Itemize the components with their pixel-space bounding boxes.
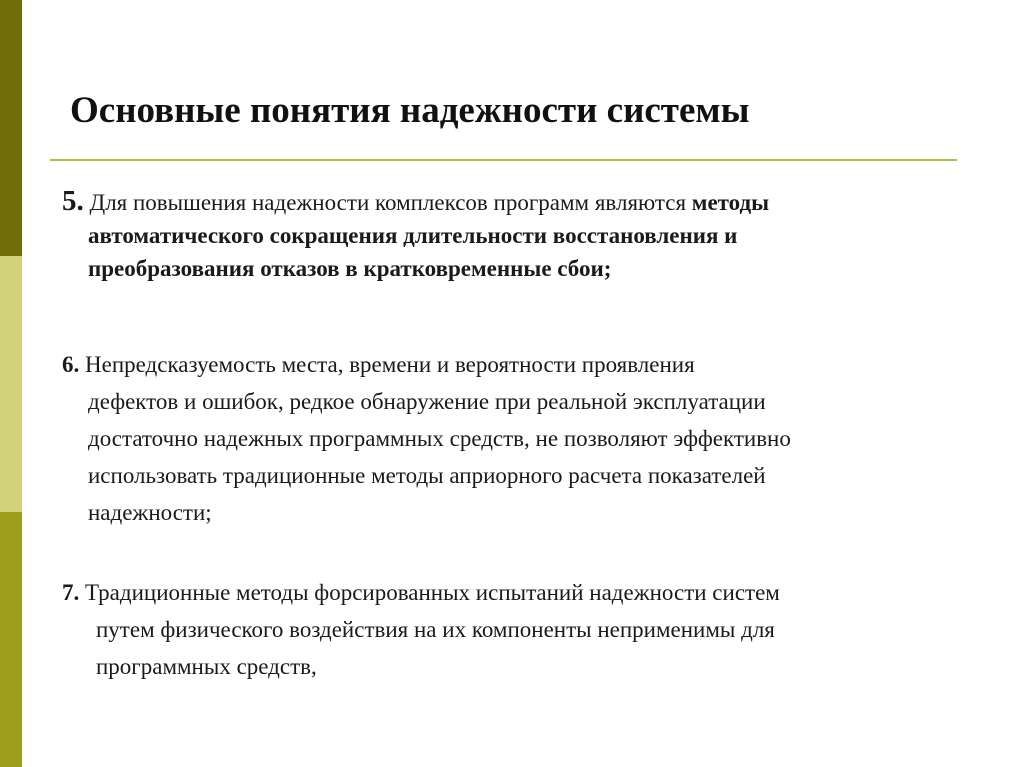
item-5-line-2 xyxy=(62,219,982,252)
item-5-line-2-bold: автоматического сокращения длительности восстановления и xyxy=(88,223,738,248)
item-7-line-2: путем физического воздействия на их компоненты неприменимы для xyxy=(96,617,775,642)
item-7-line-1 xyxy=(62,574,982,611)
title-divider xyxy=(50,159,957,161)
list-item-5 xyxy=(62,185,982,285)
item-5-line-3-bold: преобразования отказов в кратковременные сбои; xyxy=(88,256,612,281)
slide-title: Основные понятия надежности системы xyxy=(70,90,750,131)
accent-bar-bottom xyxy=(0,512,22,767)
item-5-line-1-plain: Для повышения надежности комплексов программ являются xyxy=(83,190,692,215)
item-7-line-1-text: Традиционные методы форсированных испытаний надежности систем xyxy=(79,580,780,605)
list-item-7 xyxy=(62,574,982,685)
item-6-line-5: надежности; xyxy=(88,500,212,525)
accent-bar-middle xyxy=(0,256,22,512)
item-6-line-1-text: Непредсказуемость места, времени и вероятности проявления xyxy=(79,352,695,377)
item-5-line-3 xyxy=(62,252,982,285)
item-6-line-3: достаточно надежных программных средств, не позволяют эффективно xyxy=(88,426,791,451)
item-6-line-2: дефектов и ошибок, редкое обнаружение при реальной эксплуатации xyxy=(88,389,766,414)
accent-bar-top xyxy=(0,0,22,256)
item-5-number: 5. xyxy=(62,185,84,217)
item-6-number: 6. xyxy=(62,352,80,377)
item-6-line-1 xyxy=(62,346,982,383)
item-5-line-1-bold: методы xyxy=(691,190,770,215)
item-6-line-4: использовать традиционные методы априорного расчета показателей xyxy=(88,463,766,488)
list-item-6 xyxy=(62,346,982,531)
item-7-line-3: программных средств, xyxy=(96,654,317,679)
item-5-line-1 xyxy=(62,185,982,219)
item-7-number: 7. xyxy=(62,580,80,605)
